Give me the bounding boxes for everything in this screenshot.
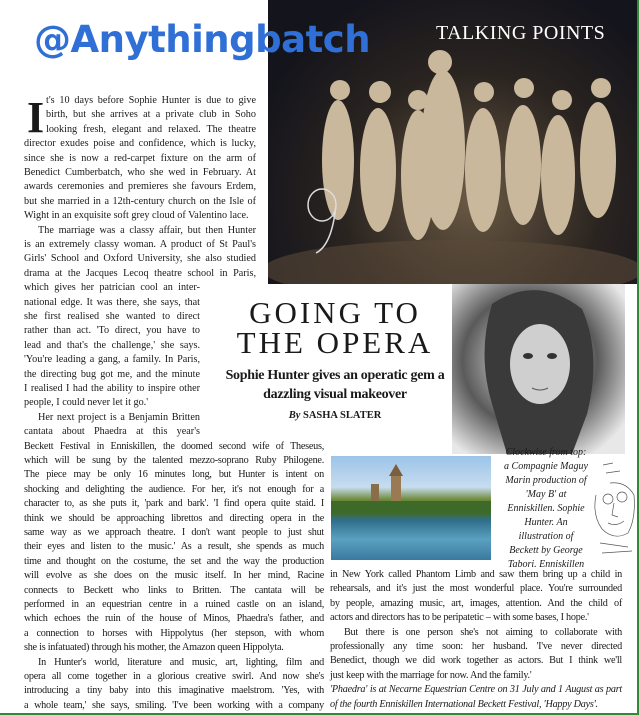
article-line: performed in an equestrian centre in a ruined castle on an island,	[24, 599, 324, 610]
headline	[230, 295, 440, 360]
article-line: cantata about Phaedra at this year's	[24, 426, 200, 438]
article-line: The marriage was a classy affair, but then Hunter	[38, 224, 256, 236]
article-line: the directing bug got me, and the minute	[24, 368, 200, 380]
article-line: Her next project is a Benjamin Britten	[38, 411, 200, 423]
article-line: birth, but she arrives at a private club in Soho	[46, 109, 256, 121]
portrait-illustration	[452, 284, 625, 454]
subtitle: Sophie Hunter gives an operatic gem a dazzling visual makeover	[225, 368, 445, 402]
portrait-photo	[452, 284, 625, 454]
article-line: actors and directors has to be peripatetic – with some bases, I hope.'	[330, 612, 589, 624]
beckett-sketch-illustration	[588, 455, 639, 560]
article-line: think we should be approaching librettos and directing opera in the	[24, 512, 324, 524]
article-line: people, I could never let it go.'	[24, 397, 149, 409]
article-line: character to, as she puts it, 'park and bark'. 'I find opera quite staid. I	[24, 498, 324, 510]
article-line: But there is one person she's not aiming to collaborate with	[344, 626, 622, 638]
article-line: lead and that's the challenge,' she says.	[24, 339, 200, 351]
castle-lake-illustration	[331, 456, 491, 560]
article-line: time and thought on the costume, the set and the way the production	[24, 555, 324, 567]
event-info-line: of the fourth Enniskillen International Beckett Festival, 'Happy Days'.	[330, 698, 598, 710]
article-line: connects to Beckett who links to Britten. The cantata will be	[24, 584, 324, 596]
article-line: rehearsals, and it's just the most wonderful place. You're surrounded	[330, 583, 622, 595]
headline-line-2: THE OPERA	[236, 325, 434, 360]
section-label: TALKING POINTS	[436, 22, 606, 44]
headline-line-1: GOING TO	[249, 295, 421, 330]
byline	[230, 410, 440, 421]
article-line: director exudes poise and confidence, which is lucky,	[24, 138, 256, 150]
article-line: she first realised she wanted to direct	[24, 311, 200, 322]
article-line: Girls' School and Oxford University, she also studied	[24, 253, 256, 265]
article-line: a connection to horses with Hippolytus (her stepson, with whom	[24, 627, 324, 639]
article-line: which gives her patrician cool an inter-	[24, 282, 200, 294]
article-line: 'You're leading a gang, a family. In Paris,	[24, 354, 200, 366]
article-line: which will be sung by the talented mezzo-soprano Ruby Philogene.	[24, 455, 324, 466]
article-line: but she married in a 12th-century church on the Isle of	[24, 195, 256, 207]
article-line: their eyes and listen to the music.' As a result, she spends as much	[24, 541, 324, 553]
article-line: a whole team,' she says, smiling. 'I've been working with a company	[24, 699, 324, 711]
article-line: Wight in an exquisite soft grey cloud of Valentino lace.	[24, 210, 249, 222]
article-line: Benedict, though we did work together as actors. But I think we'll	[330, 655, 622, 667]
article-line: in New York called Phantom Limb and saw them bring up a child in	[330, 569, 622, 580]
article-line: is an extremely classy woman. A product of St Paul's	[24, 239, 256, 250]
article-line: will evolve as she does on the music itself. In her mind, Racine	[24, 570, 324, 582]
article-line: Benedict Cumberbatch, who she wed in February. At	[24, 167, 256, 178]
event-info-line: 'Phaedra' is at Necarne Equestrian Centre on 31 July and 1 August as part	[330, 684, 622, 696]
article-line: In Hunter's world, literature and music, art, lighting, film and	[38, 656, 324, 668]
enniskillen-photo	[331, 456, 491, 560]
article-line: same way as we approach theatre. I don't want people to just shut	[24, 527, 324, 538]
article-line: Beckett Festival in Enniskillen, the doomed second wife of Theseus,	[24, 440, 324, 452]
article-line: drama at the Jacques Lecoq theatre school in Paris,	[24, 267, 256, 279]
article-line: awards ceremonies and premieres she favours Erdem,	[24, 181, 256, 193]
article-line: since she is now a red-carpet fixture on the arm of	[24, 152, 256, 164]
article-line: shocking and delighting the audience. For her, it's not enough for a	[24, 483, 324, 495]
article-line: introducing a tiny baby into this imaginative maelstrom. 'Yes, with	[24, 685, 324, 697]
article-line: opera all come together in a glorious creative swirl. And now she's	[24, 671, 324, 682]
article-line: The piece may be only 16 minutes long, but Hunter is intent on	[24, 469, 324, 481]
article-line: which echoes the ruin of the house of Minos, Phaedra's father, and	[24, 613, 324, 625]
photo-caption: Clockwise from top: a Compagnie Maguy Marin production of 'May B' at Enniskillen. Sophie Hunter. An illustration of Beckett by George Tabori. Enniskillen	[504, 447, 588, 570]
drop-cap: I	[27, 93, 45, 142]
article-line: national edge. It was there, she says, that	[24, 296, 200, 308]
article-line: looking fresh, elegant and relaxed. The theatre	[46, 123, 256, 135]
article-line: by people, amazing music, art, images, attention. And the child of	[330, 597, 622, 609]
article-line: t's 10 days before Sophie Hunter is due to give	[46, 95, 256, 106]
article-line: professionally any time soon: her husband. 'I've never directed	[330, 641, 622, 652]
article-line: rather than act. 'To direct, you have to	[24, 325, 200, 337]
article-line: she is infatuated) through his mother, the Amazon queen Hippolyta.	[24, 642, 284, 654]
article-line: I realised I had the ability to inspire other	[24, 383, 200, 394]
byline-author: SASHA SLATER	[303, 410, 382, 421]
article-line: just keep with the marriage for now. And the family.'	[330, 669, 532, 681]
watermark-handle: @Anythingbatch	[34, 18, 371, 61]
byline-by: By	[288, 410, 301, 421]
